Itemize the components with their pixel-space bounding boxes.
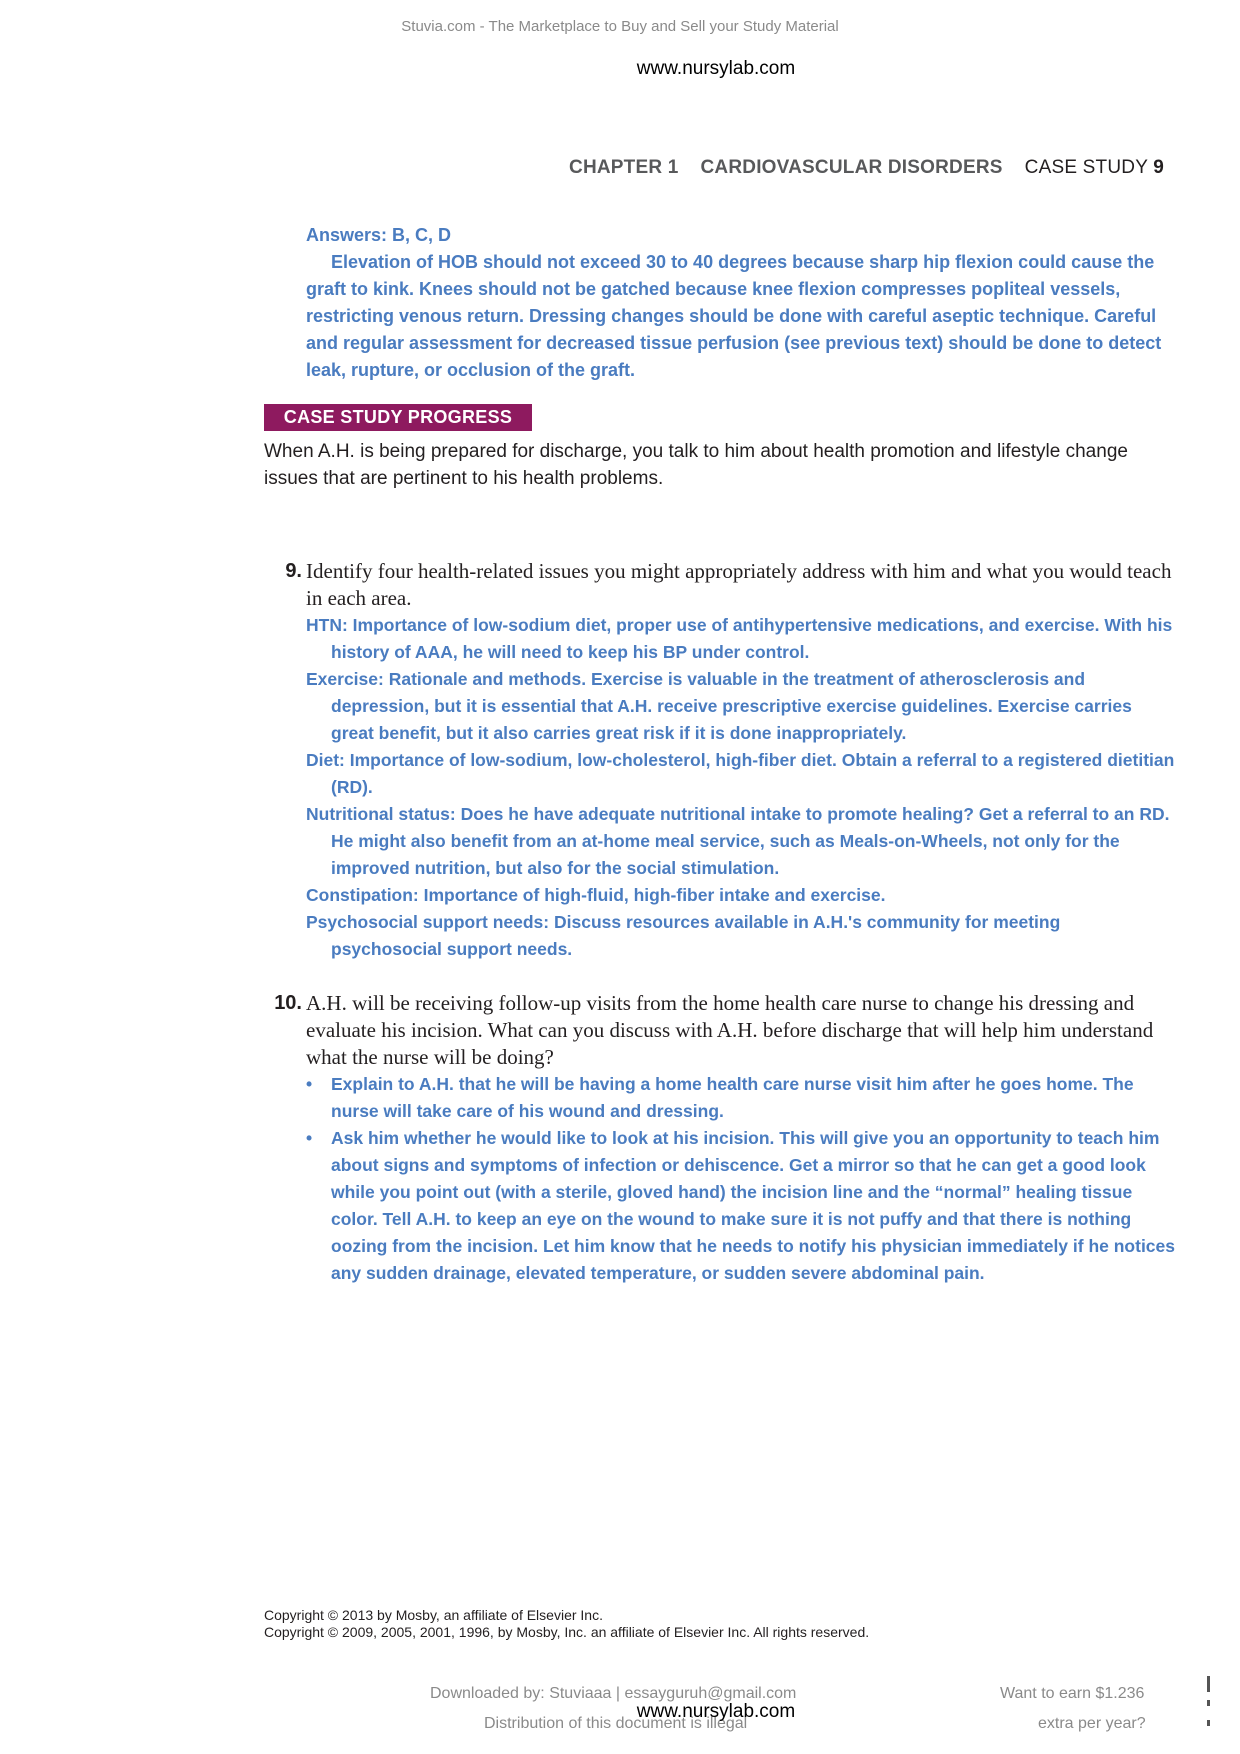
stuvia-watermark: Stuvia.com - The Marketplace to Buy and Sell your Study Material [401, 18, 839, 35]
earn-promo-line2[interactable]: extra per year? [1038, 1715, 1146, 1732]
progress-text: When A.H. is being prepared for discharge, you talk to him about health promotion and lifestyle change issues that are pertinent to his health problems. [264, 441, 1128, 489]
question-number: 9. [285, 560, 302, 582]
running-head [569, 157, 1164, 179]
copyright-line: Copyright © 2013 by Mosby, an affiliate of Elsevier Inc. [264, 1607, 603, 1623]
answer-item: Constipation: Importance of high-fluid, high-fiber intake and exercise. [306, 885, 886, 905]
edge-mark [1207, 1676, 1210, 1692]
answer-item: Nutritional status: Does he have adequate nutritional intake to promote healing? Get a referral to an RD. He might also benefit from an at-home meal service, such as Meals-on-Wheels, not only for the improved nutrition, but also for the social stimulation. [306, 804, 1170, 878]
edge-mark [1207, 1700, 1210, 1706]
question-9 [264, 558, 1176, 963]
chapter-label: CHAPTER 1 [569, 157, 679, 178]
bullet-icon: • [306, 1074, 313, 1094]
bullet-answer [306, 1071, 1176, 1125]
question-number: 10. [274, 992, 302, 1014]
answer-item: HTN: Importance of low-sodium diet, proper use of antihypertensive medications, and exercise. With his history of AAA, he will need to keep his BP under control. [306, 615, 1173, 662]
question-text: Identify four health-related issues you might appropriately address with him and what you would teach in each area. [306, 559, 1172, 610]
case-study-label: CASE STUDY [1024, 157, 1148, 178]
bullet-icon: • [306, 1128, 313, 1148]
bullet-text: Ask him whether he would like to look at his incision. This will give you an opportunity to teach him about signs and symptoms of infection or dehiscence. Get a mirror so that he can get a good look while you point out (with a sterile, gloved hand) the incision line and the “normal” healing tissue color. Tell A.H. to keep an eye on the wound to make sure it is not puffy and that there is nothing oozing from the incision. Let him know that he needs to notify his physician immediately if he notices any sudden drainage, elevated temperature, or sudden severe abdominal pain. [331, 1128, 1175, 1283]
answer-rationale: Elevation of HOB should not exceed 30 to 40 degrees because sharp hip flexion could cause the graft to kink. Knees should not be gatched because knee flexion compresses popliteal vessels, restricting venous return. Dressing changes should be done with careful aseptic technique. Careful and regular assessment for decreased tissue perfusion (see previous text) should be done to detect leak, rupture, or occlusion of the graft. [306, 252, 1162, 380]
copyright-line: Copyright © 2009, 2005, 2001, 1996, by Mosby, Inc. an affiliate of Elsevier Inc. All rights reserved. [264, 1624, 870, 1640]
edge-mark [1207, 1720, 1210, 1726]
bullet-answer [306, 1125, 1176, 1287]
answer-item: Diet: Importance of low-sodium, low-cholesterol, high-fiber diet. Obtain a referral to a registered dietitian (RD). [306, 750, 1175, 797]
question-answers [306, 612, 1176, 963]
earn-promo-line1[interactable]: Want to earn $1.236 [1000, 1685, 1145, 1702]
distribution-notice: Distribution of this document is illegal [484, 1715, 748, 1732]
question-answers [306, 1071, 1176, 1287]
bullet-text: Explain to A.H. that he will be having a home health care nurse visit him after he goes home. The nurse will take care of his wound and dressing. [331, 1074, 1134, 1121]
answers-line: Answers: B, C, D [306, 225, 452, 245]
case-study-number: 9 [1153, 157, 1164, 178]
question-text: A.H. will be receiving follow-up visits from the home health care nurse to change his dressing and evaluate his incision. What can you discuss with A.H. before discharge that will help him understand what the nurse will be doing? [306, 991, 1154, 1069]
site-url-header[interactable]: www.nursylab.com [636, 58, 796, 79]
copyright-notice [264, 1607, 869, 1641]
case-study-progress-banner: CASE STUDY PROGRESS [264, 404, 532, 431]
downloaded-by: Downloaded by: Stuviaaa | essayguruh@gmail.com [430, 1685, 797, 1702]
site-url-footer[interactable]: www.nursylab.com [636, 1701, 796, 1722]
chapter-topic: CARDIOVASCULAR DISORDERS [700, 157, 1003, 178]
answer-item: Psychosocial support needs: Discuss resources available in A.H.'s community for meeting psychosocial support needs. [306, 912, 1061, 959]
answer-block [306, 222, 1170, 384]
answer-item: Exercise: Rationale and methods. Exercise is valuable in the treatment of atherosclerosis and depression, but it is essential that A.H. receive prescriptive exercise guidelines. Exercise carries great benefit, but it also carries great risk if it is done inappropriately. [306, 669, 1132, 743]
question-10 [264, 990, 1176, 1287]
